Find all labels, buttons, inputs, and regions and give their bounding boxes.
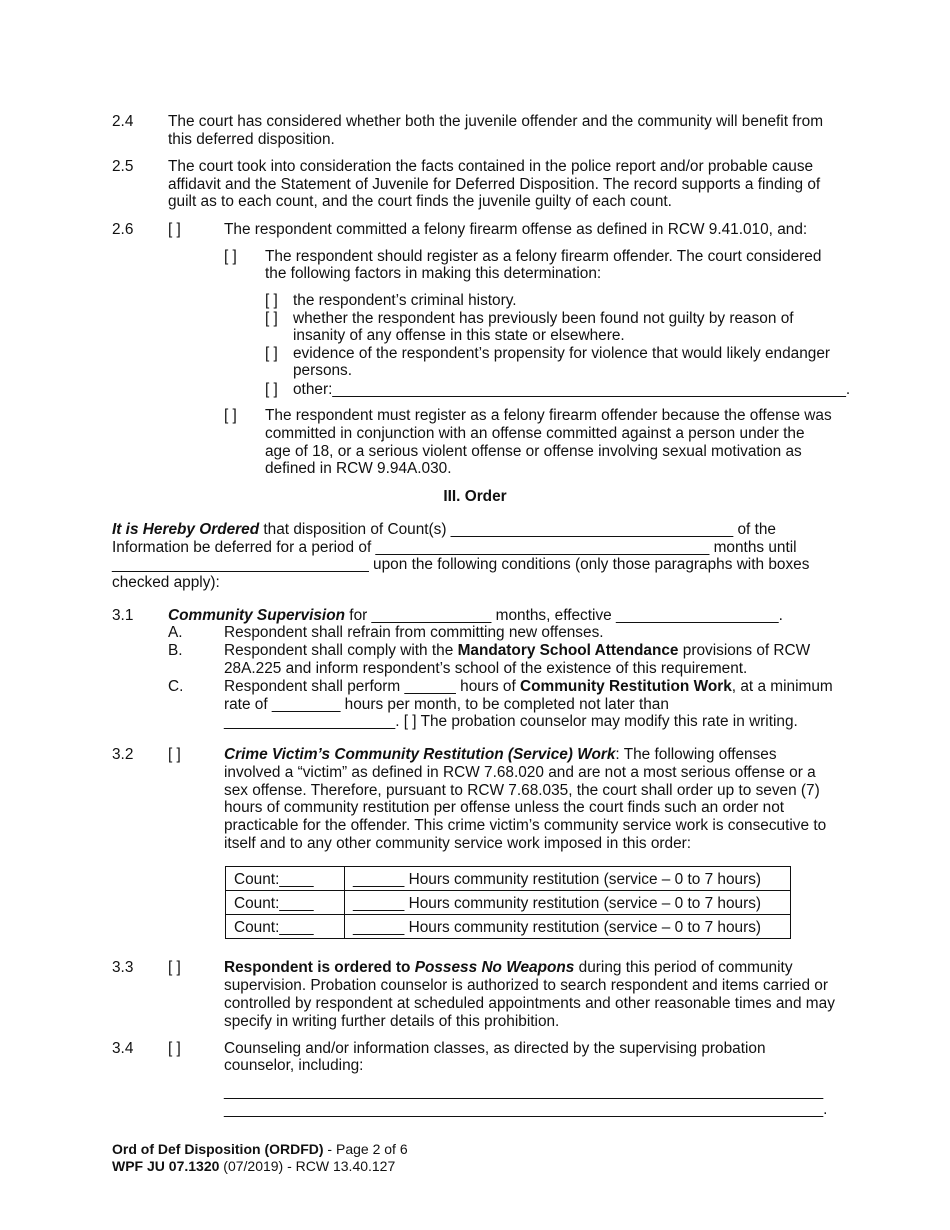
section-3-3-heading [224,959,793,976]
order-heading: III. Order [443,488,507,505]
firearm-option-must-register-line4: defined in RCW 9.94A.030. [265,460,452,477]
section-3-2-checkbox[interactable]: [ ] [168,746,181,763]
weapons-rest: during this period of community [574,959,793,976]
condition-c-label: C. [168,678,184,695]
order-lead-bold: It is Hereby Ordered [112,521,260,538]
section-3-4-line2: counselor, including: [224,1057,364,1074]
factor-criminal-history-checkbox[interactable]: [ ] [265,292,278,309]
section-3-4-checkbox[interactable]: [ ] [168,1040,181,1057]
community-restitution-work: Community Restitution Work [520,678,732,695]
factor-insanity-text-line2: insanity of any offense in this state or elsewhere. [293,327,625,344]
weapons-bold-pre: Respondent is ordered to [224,959,415,976]
table-row [226,915,791,939]
community-supervision-title: Community Supervision [168,607,346,624]
order-paragraph-line4: checked apply): [112,574,220,591]
factor-insanity-checkbox[interactable]: [ ] [265,310,278,327]
section-3-2-number: 3.2 [112,746,134,763]
firearm-option-must-register-line3: age of 18, or a serious violent offense or offense involving sexual motivation as [265,443,802,460]
firearm-option-must-register-line1: The respondent must register as a felony firearm offender because the offense was [265,407,832,424]
section-3-3-checkbox[interactable]: [ ] [168,959,181,976]
section-2-6-text: The respondent committed a felony firearm offense as defined in RCW 9.41.010, and: [224,221,808,238]
crime-victim-title-rest: : The following offenses [615,746,777,763]
section-3-2-line1: involved a “victim” as defined in RCW 7.68.020 and are not a most serious offense or a [224,764,816,781]
section-2-6-number: 2.6 [112,221,134,238]
condition-a-label: A. [168,624,183,641]
count-field[interactable]: Count:____ [226,867,345,891]
factor-violence-checkbox[interactable]: [ ] [265,345,278,362]
possess-no-weapons: Possess No Weapons [414,959,575,976]
condition-c-text-line3[interactable]: ____________________. [ ] The probation counselor may modify this rate in writing. [224,713,798,730]
firearm-option-must-register-line2: committed in conjunction with an offense committed against a person under the [265,425,805,442]
community-supervision-fields[interactable]: for ______________ months, effective ___________________. [345,607,783,624]
section-2-5-number: 2.5 [112,158,134,175]
count-field[interactable]: Count:____ [226,891,345,915]
firearm-option-should-register-line2: the following factors in making this determination: [265,265,602,282]
condition-b-label: B. [168,642,183,659]
form-code: WPF JU 07.1320 [112,1158,220,1174]
section-2-5-text-line2: affidavit and the Statement of Juvenile for Deferred Disposition. The record supports a finding of [168,176,821,193]
section-3-2-heading [224,746,777,763]
section-3-1-number: 3.1 [112,607,134,624]
section-3-3-line2: controlled by respondent at scheduled appointments and other reasonable times and may [224,995,835,1012]
restitution-hours-table [225,866,791,939]
footer-line2 [112,1158,395,1174]
section-3-3-number: 3.3 [112,959,134,976]
counseling-blank-line1[interactable]: ______________________________________________________________________ [224,1083,824,1100]
firearm-option-should-register-line1: The respondent should register as a felony firearm offender. The court considered [265,248,822,265]
hours-field[interactable]: ______ Hours community restitution (service – 0 to 7 hours) [345,867,791,891]
order-line1-rest[interactable]: that disposition of Count(s) _________________________________ of the [259,521,776,538]
condition-b-text-line1 [224,642,810,659]
firearm-option-should-register-checkbox[interactable]: [ ] [224,248,237,265]
order-paragraph-line1 [112,521,776,538]
section-3-4-line1: Counseling and/or information classes, as directed by the supervising probation [224,1040,766,1057]
order-paragraph-line2[interactable]: Information be deferred for a period of _______________________________________ months until [112,539,797,556]
section-2-4-text-line2: this deferred disposition. [168,131,335,148]
condition-c-pre[interactable]: Respondent shall perform ______ hours of [224,678,521,695]
counseling-blank-line2[interactable]: ______________________________________________________________________. [224,1101,828,1118]
hours-field[interactable]: ______ Hours community restitution (service – 0 to 7 hours) [345,915,791,939]
section-3-2-line4: practicable for the offender. This crime victim’s community service work is consecutive to [224,817,827,834]
condition-b-pre: Respondent shall comply with the [224,642,458,659]
order-paragraph-line3[interactable]: ______________________________ upon the following conditions (only those paragraphs with boxes [112,556,810,573]
footer-line1 [112,1141,408,1157]
form-revision: (07/2019) - RCW 13.40.127 [219,1158,396,1174]
factor-violence-text-line1: evidence of the respondent’s propensity for violence that would likely endanger [293,345,831,362]
table-row [226,867,791,891]
section-3-2-line5: itself and to any other community service work imposed in this order: [224,835,692,852]
condition-b-post: provisions of RCW [678,642,811,659]
section-3-2-line3: hours of community restitution per offense unless the court finds such an order not [224,799,785,816]
count-field[interactable]: Count:____ [226,915,345,939]
section-3-3-line1: supervision. Probation counselor is authorized to search respondent and items carried or [224,977,828,994]
condition-b-text-line2: 28A.225 and inform respondent’s school of the existence of this requirement. [224,660,748,677]
factor-insanity-text-line1: whether the respondent has previously been found not guilty by reason of [293,310,794,327]
page-number: - Page 2 of 6 [323,1141,408,1157]
section-2-6-checkbox[interactable]: [ ] [168,221,181,238]
section-3-2-line2: sex offense. Therefore, pursuant to RCW 7.68.035, the court shall order up to seven (7) [224,782,820,799]
table-row [226,891,791,915]
section-2-5-text-line1: The court took into consideration the facts contained in the police report and/or probable cause [168,158,814,175]
condition-c-text-line2[interactable]: rate of ________ hours per month, to be completed not later than [224,696,669,713]
condition-c-text-line1[interactable] [224,678,833,695]
factor-violence-text-line2: persons. [293,362,353,379]
form-title: Ord of Def Disposition (ORDFD) [112,1141,324,1157]
section-2-4-text-line1: The court has considered whether both the juvenile offender and the community will benefit from [168,113,824,130]
factor-criminal-history-text: the respondent’s criminal history. [293,292,517,309]
section-2-5-text-line3: guilt as to each count, and the court finds the juvenile guilty of each count. [168,193,672,210]
condition-c-post: , at a minimum [731,678,833,695]
firearm-option-must-register-checkbox[interactable]: [ ] [224,407,237,424]
section-2-4-number: 2.4 [112,113,134,130]
hours-field[interactable]: ______ Hours community restitution (service – 0 to 7 hours) [345,891,791,915]
factor-other-checkbox[interactable]: [ ] [265,381,278,398]
section-3-1-heading [168,607,783,624]
mandatory-school-attendance: Mandatory School Attendance [457,642,679,659]
section-3-3-line3: specify in writing further details of this prohibition. [224,1013,560,1030]
condition-a-text: Respondent shall refrain from committing new offenses. [224,624,604,641]
factor-other-field[interactable]: other:____________________________________________________________. [293,381,851,398]
section-3-4-number: 3.4 [112,1040,134,1057]
crime-victim-title: Crime Victim’s Community Restitution (Service) Work [224,746,616,763]
